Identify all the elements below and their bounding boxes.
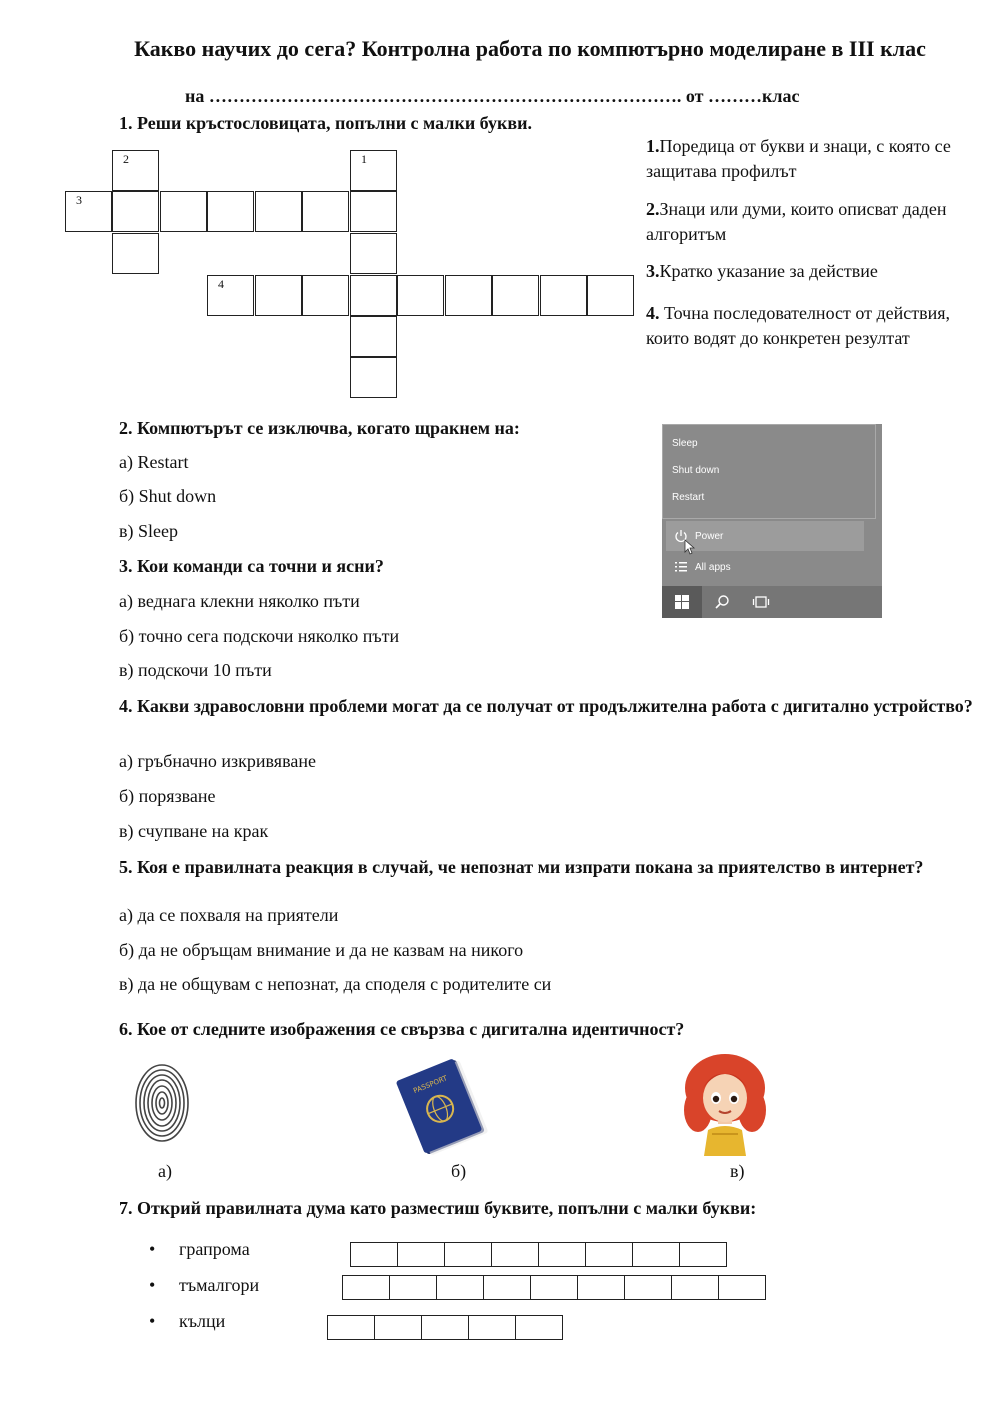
crossword-cell[interactable] xyxy=(540,275,587,316)
q4-heading: 4. Какви здравословни проблеми могат да се получат от продължителна работа с дигитално устройство? xyxy=(119,696,973,716)
menu-item-restart: Restart xyxy=(672,492,705,503)
list-icon xyxy=(674,560,688,574)
crossword-cell[interactable] xyxy=(445,275,492,316)
q4-option-b[interactable]: б) порязване xyxy=(119,786,216,806)
search-icon xyxy=(714,594,730,610)
scrambled-word-3: • кълци xyxy=(179,1311,225,1332)
crossword-cell[interactable] xyxy=(207,275,254,316)
passport-image[interactable] xyxy=(388,1057,490,1155)
crossword-cell[interactable] xyxy=(302,275,349,316)
letter-box[interactable] xyxy=(350,1242,398,1267)
crossword-cell[interactable] xyxy=(112,191,159,232)
caption-c: в) xyxy=(730,1161,745,1181)
letter-box[interactable] xyxy=(468,1315,516,1340)
crossword-cell[interactable] xyxy=(350,316,397,357)
crossword-cell[interactable] xyxy=(255,191,302,232)
caption-b: б) xyxy=(451,1161,467,1181)
letter-box[interactable] xyxy=(483,1275,531,1300)
crossword-cell[interactable] xyxy=(350,191,397,232)
q1-heading: 1. Реши кръстословицата, попълни с малки букви. xyxy=(119,113,532,133)
crossword-cell[interactable] xyxy=(350,275,397,316)
letter-box[interactable] xyxy=(342,1275,390,1300)
letter-box[interactable] xyxy=(632,1242,680,1267)
letter-box[interactable] xyxy=(577,1275,625,1300)
avatar-image[interactable] xyxy=(678,1050,772,1156)
crossword-cell[interactable] xyxy=(492,275,539,316)
letter-box[interactable] xyxy=(389,1275,437,1300)
q5-option-a[interactable]: а) да се похваля на приятели xyxy=(119,905,339,925)
q7-heading: 7. Открий правилната дума като разместиш буквите, попълни с малки букви: xyxy=(119,1198,757,1218)
letter-box[interactable] xyxy=(436,1275,484,1300)
letter-box[interactable] xyxy=(671,1275,719,1300)
q2-option-c[interactable]: в) Sleep xyxy=(119,521,178,541)
crossword-cell[interactable] xyxy=(112,150,159,191)
q3-option-a[interactable]: а) веднага клекни няколко пъти xyxy=(119,591,360,611)
crossword-cell[interactable] xyxy=(350,233,397,274)
q6-heading: 6. Кое от следните изображения се свързва с дигитална идентичност? xyxy=(119,1019,685,1039)
menu-item-shut-down: Shut down xyxy=(672,465,720,476)
letter-box[interactable] xyxy=(718,1275,766,1300)
q3-heading: 3. Кои команди са точни и ясни? xyxy=(119,556,384,576)
caption-a: а) xyxy=(158,1161,172,1181)
passport-label: PASSPORT xyxy=(412,1074,449,1096)
letter-box[interactable] xyxy=(444,1242,492,1267)
fingerprint-image[interactable] xyxy=(133,1061,191,1143)
cell-number-4: 4 xyxy=(218,277,224,291)
q4-option-a[interactable]: а) гръбначно изкривяване xyxy=(119,751,316,771)
clue-3: 3.Кратко указание за действие xyxy=(646,261,878,281)
crossword-cell[interactable] xyxy=(65,191,112,232)
page-title: Какво научих до сега? Контролна работа по компютърно моделиране в III клас xyxy=(134,36,926,61)
name-class-line: на ……………………………………………………………………. от ………клас xyxy=(185,86,800,106)
letter-box[interactable] xyxy=(538,1242,586,1267)
clue-2: 2.Знаци или думи, които описват даден алгоритъм xyxy=(646,199,947,244)
q5-heading: 5. Коя е правилната реакция в случай, че непознат ми изпрати покана за приятелство в интернет? xyxy=(119,857,924,877)
letter-box[interactable] xyxy=(679,1242,727,1267)
letter-box[interactable] xyxy=(585,1242,633,1267)
q3-option-c[interactable]: в) подскочи 10 пъти xyxy=(119,660,272,680)
menu-item-sleep: Sleep xyxy=(672,438,698,449)
cell-number-1: 1 xyxy=(361,152,367,166)
letter-box[interactable] xyxy=(515,1315,563,1340)
q2-option-a[interactable]: а) Restart xyxy=(119,452,189,472)
letter-box[interactable] xyxy=(491,1242,539,1267)
letter-box[interactable] xyxy=(327,1315,375,1340)
clue-1: 1.Поредица от букви и знаци, с която се защитава профилът xyxy=(646,136,951,181)
q5-option-c[interactable]: в) да не общувам с непознат, да споделя с родителите си xyxy=(119,974,552,994)
letter-box[interactable] xyxy=(624,1275,672,1300)
cell-number-2: 2 xyxy=(123,152,129,166)
q2-option-b[interactable]: б) Shut down xyxy=(119,486,217,506)
cursor-icon xyxy=(684,539,696,555)
q2-heading: 2. Компютърът се изключва, когато щракнем на: xyxy=(119,418,520,438)
scrambled-word-2: • тъмалгори xyxy=(179,1275,259,1296)
crossword-cell[interactable] xyxy=(350,357,397,398)
q4-option-c[interactable]: в) счупване на крак xyxy=(119,821,269,841)
scrambled-word-1: • грапрома xyxy=(179,1239,250,1260)
q3-option-b[interactable]: б) точно сега подскочи няколко пъти xyxy=(119,626,400,646)
crossword-cell[interactable] xyxy=(112,233,159,274)
crossword-cell[interactable] xyxy=(397,275,444,316)
menu-item-power: Power xyxy=(695,531,724,542)
menu-item-all-apps: All apps xyxy=(695,562,731,573)
task-view-icon xyxy=(752,595,770,609)
crossword-cell[interactable] xyxy=(587,275,634,316)
letter-box[interactable] xyxy=(397,1242,445,1267)
windows-logo-icon xyxy=(675,595,689,609)
clue-4: 4. Точна последователност от действия, които водят до конкретен резултат xyxy=(646,303,951,348)
windows-power-menu-image xyxy=(662,424,882,618)
crossword-cell[interactable] xyxy=(160,191,207,232)
crossword-cell[interactable] xyxy=(255,275,302,316)
taskbar xyxy=(662,586,882,618)
letter-box[interactable] xyxy=(421,1315,469,1340)
cell-number-3: 3 xyxy=(76,193,82,207)
start-button xyxy=(662,586,702,618)
letter-box[interactable] xyxy=(530,1275,578,1300)
crossword-cell[interactable] xyxy=(350,150,397,191)
crossword-cell[interactable] xyxy=(302,191,349,232)
letter-box[interactable] xyxy=(374,1315,422,1340)
q5-option-b[interactable]: б) да не обръщам внимание и да не казвам на никого xyxy=(119,940,524,960)
crossword-cell[interactable] xyxy=(207,191,254,232)
